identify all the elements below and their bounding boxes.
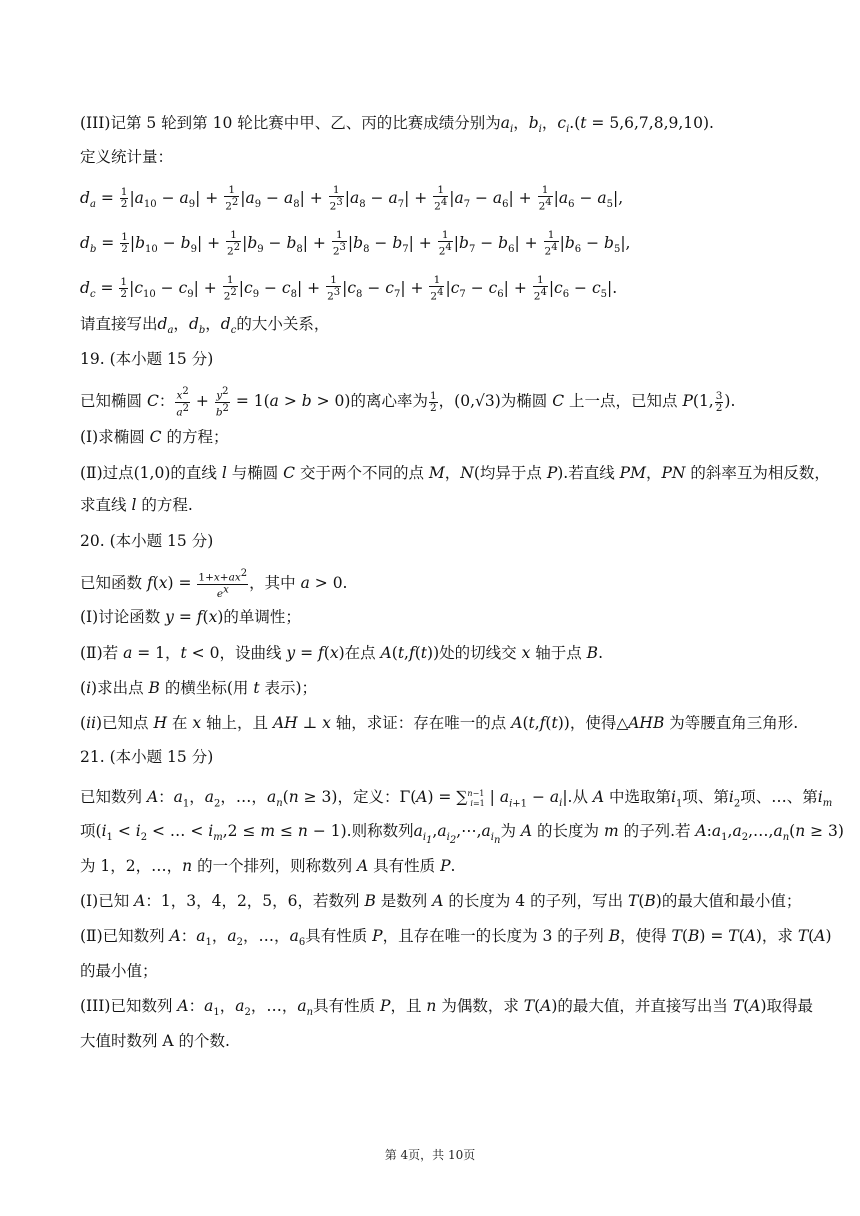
- q19-part1: (Ⅰ)求椭圆 C 的方程；: [80, 428, 229, 446]
- q21-part3: (III)已知数列 A：$a_1$，$a_2$，…，$a_n$具有性质 P，且 n 为偶数，求 T(A)的最大值，并直接写出当 T(A)取得最: [80, 997, 814, 1019]
- q21-stem-2: 项($i_1 < i_2$ < … < $i_m,2 \le m \le n - 1$).则称数列$a_{i_1},a_{i_2},\cdots,a_{i_n}$为 A 的长度为 m 的子列.若 $A:a_1,a_2,\dots,a_n(n \ge 3)$: [80, 822, 844, 847]
- text-segment: (III)记第 5 轮到第 10 轮比赛中甲、乙、丙的比赛成绩分别为: [80, 114, 501, 132]
- q19-part2: (Ⅱ)过点(1,0)的直线 l 与椭圆 C 交于两个不同的点 M，N(均异于点 P).若直线 PM，PN 的斜率互为相反数，: [80, 464, 830, 482]
- formula-db: $d_b$ = $\frac{1}{2}$ $|b_{10} - b_9|$ + $\frac{1}{2^2}$ $|b_9 - b_8|$ + $\frac{1}{2^3}$ $|b_8 - b_7|$ + $\frac{1}{2^4}$ $|b_7 - b_6|$ + $\frac{1}{2^4}$ $|b_6 - b_5|$,: [80, 229, 631, 258]
- page-footer: 第 4页，共 10页: [384, 1148, 476, 1162]
- q20-part2-ii: (ii)已知点 H 在 x 轴上，且 AH ⊥ x 轴，求证：存在唯一的点 A(t,f(t))，使得△AHB 为等腰直角三角形.: [80, 714, 799, 732]
- q21-part1: (Ⅰ)已知 A：1，3，4，2，5，6，若数列 B 是数列 A 的长度为 4 的子列，写出 T(B)的最大值和最小值；: [80, 892, 802, 910]
- q21-stem-3: 为 1，2，…，n 的一个排列，则称数列 A 具有性质 P.: [80, 857, 456, 875]
- q18-part3-text: (III)记第 5 轮到第 10 轮比赛中甲、乙、丙的比赛成绩分别为$a_i$，$b_i$，$c_i.(t = 5,6,7,8,9,10)$.: [80, 114, 714, 136]
- q20-heading: 20. (本小题 15 分): [80, 532, 214, 550]
- define-statistic-label: 定义统计量：: [80, 148, 174, 166]
- q20-stem: 已知函数 f(x) = $\frac{1+x+ax^2}{e^x}$ ，其中 a > 0.: [80, 568, 348, 600]
- q20-part2: (Ⅱ)若 a = 1，t < 0，设曲线 y = f(x)在点 A(t,f(t))处的切线交 x 轴于点 B.: [80, 644, 603, 662]
- q21-stem-1: 已知数列 A：$a_1$，$a_2$，…，$a_n(n \ge 3)$，定义：Γ(A) = ∑$^{n-1}_{i=1}$ | $a_{i+1} - a_i|$.从 A 中选取第$i_1$项、第$i_2$项、…、第$i_m$: [80, 788, 833, 810]
- q21-part2: (Ⅱ)已知数列 A：$a_1$，$a_2$，…，$a_6$具有性质 P，且存在唯一的长度为 3 的子列 B，使得 T(B) = T(A)，求 T(A): [80, 927, 832, 949]
- q21-heading: 21. (本小题 15 分): [80, 748, 214, 766]
- q19-heading: 19. (本小题 15 分): [80, 350, 214, 368]
- q21-part3-cont: 大值时数列 A 的个数.: [80, 1032, 230, 1050]
- q19-part2-cont: 求直线 l 的方程.: [80, 496, 193, 514]
- q20-part2-i: (i)求出点 B 的横坐标(用 t 表示)；: [80, 679, 318, 697]
- q20-part1: (Ⅰ)讨论函数 y = f(x)的单调性；: [80, 608, 301, 626]
- formula-da: $d_a$ = $\frac{1}{2}$ $|a_{10} - a_9|$ + $\frac{1}{2^2}$ $|a_9 - a_8|$ + $\frac{1}{2^3}$ $|a_8 - a_7|$ + $\frac{1}{2^4}$ $|a_7 - a_6|$ + $\frac{1}{2^4}$ $|a_6 - a_5|$,: [80, 184, 624, 213]
- q19-stem: 已知椭圆 C： $\frac{x^2}{a^2}$ + $\frac{y^2}{b^2}$ = 1(a > b > 0)的离心率为 $\frac{1}{2}$ ，(0,√3)为椭圆 C 上一点，已知点 P(1, $\frac{3}{2}$ ).: [80, 386, 736, 418]
- formula-dc: $d_c$ = $\frac{1}{2}$ $|c_{10} - c_9|$ + $\frac{1}{2^2}$ $|c_9 - c_8|$ + $\frac{1}{2^3}$ $|c_8 - c_7|$ + $\frac{1}{2^4}$ $|c_7 - c_6|$ + $\frac{1}{2^4}$ $|c_6 - c_5|$.: [80, 274, 618, 303]
- q21-part2-cont: 的最小值；: [80, 962, 158, 980]
- q18-part3-instruction: 请直接写出$d_a$，$d_b$，$d_c$的大小关系，: [80, 315, 330, 337]
